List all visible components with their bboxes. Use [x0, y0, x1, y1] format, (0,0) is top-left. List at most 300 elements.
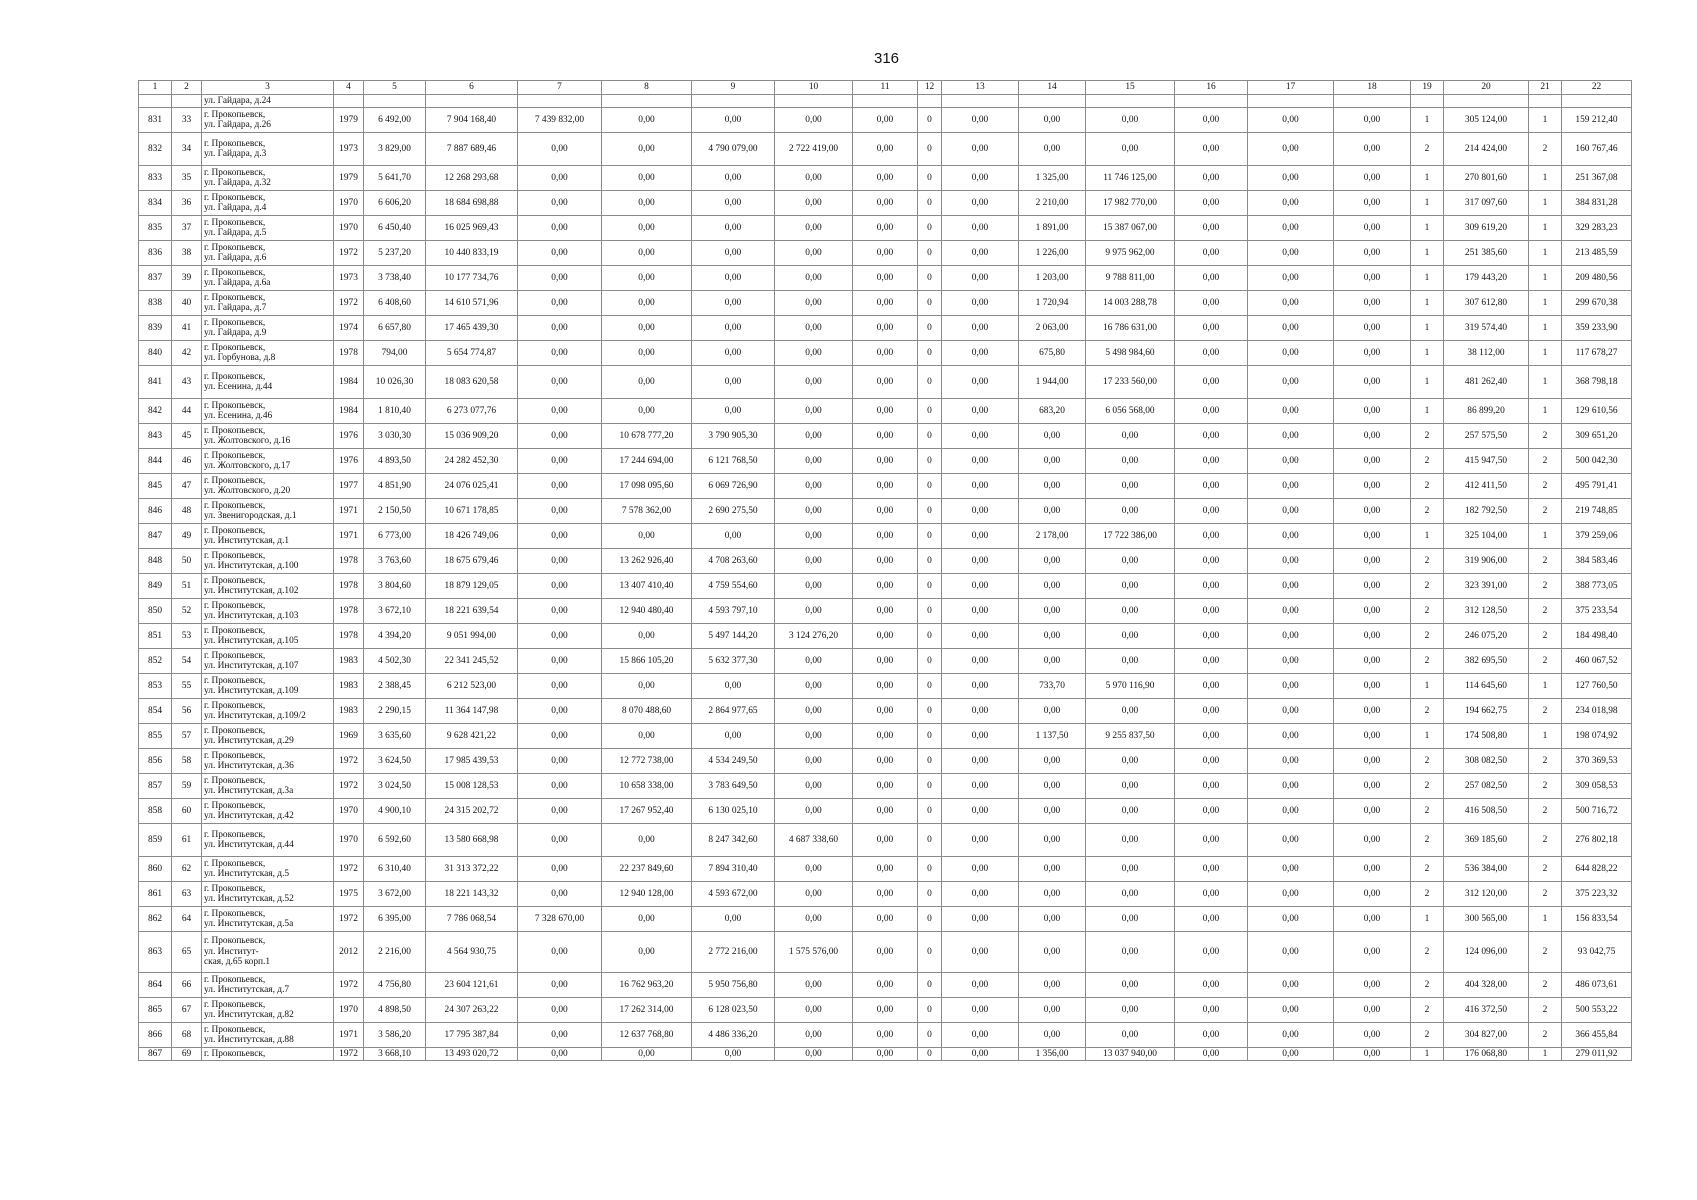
- table-cell: 257 082,50: [1444, 774, 1529, 799]
- table-cell: 1983: [334, 699, 364, 724]
- table-cell: 3 829,00: [364, 133, 426, 166]
- table-cell: 6 212 523,00: [426, 674, 518, 699]
- table-cell: 1972: [334, 291, 364, 316]
- table-cell: 831: [139, 108, 172, 133]
- table-cell: 0,00: [602, 366, 692, 399]
- table-cell: 2: [1411, 857, 1444, 882]
- table-cell: 858: [139, 799, 172, 824]
- table-cell: 0,00: [853, 932, 918, 973]
- table-cell: 22 341 245,52: [426, 649, 518, 674]
- table-cell: 12 772 738,00: [602, 749, 692, 774]
- table-cell: 14 610 571,96: [426, 291, 518, 316]
- table-cell: 0,00: [775, 474, 853, 499]
- table-cell: 1: [1529, 291, 1562, 316]
- table-row: [139, 399, 1632, 424]
- table-cell: 3 672,00: [364, 882, 426, 907]
- table-cell: 2: [1411, 882, 1444, 907]
- table-cell: 416 508,50: [1444, 799, 1529, 824]
- table-cell: 857: [139, 774, 172, 799]
- table-cell: 304 827,00: [1444, 1023, 1529, 1048]
- table-cell: 0,00: [942, 674, 1019, 699]
- table-cell: 2: [1411, 998, 1444, 1023]
- table-cell: 855: [139, 724, 172, 749]
- table-cell: 0: [918, 108, 942, 133]
- table-cell: 1 203,00: [1019, 266, 1086, 291]
- table-cell: 2: [1411, 799, 1444, 824]
- table-cell: 1984: [334, 399, 364, 424]
- data-table: [138, 80, 1632, 1061]
- table-cell: 0: [918, 699, 942, 724]
- table-cell: 24 315 202,72: [426, 799, 518, 824]
- table-cell: 36: [172, 191, 202, 216]
- table-cell: 3 668,10: [364, 1048, 426, 1061]
- table-cell: 0,00: [1175, 341, 1248, 366]
- table-cell: г. Прокопьевск, ул. Институтская, д.88: [202, 1023, 334, 1048]
- table-cell: 0: [918, 882, 942, 907]
- table-cell: 0,00: [1334, 998, 1411, 1023]
- table-cell: 2: [1529, 699, 1562, 724]
- table-cell: 0,00: [1248, 724, 1334, 749]
- table-cell: 0,00: [853, 266, 918, 291]
- table-cell: 0,00: [1248, 524, 1334, 549]
- table-cell: 0,00: [1334, 399, 1411, 424]
- table-cell: 2: [1411, 133, 1444, 166]
- table-cell: 7 328 670,00: [518, 907, 602, 932]
- table-cell: г. Прокопьевск, ул. Институтская, д.36: [202, 749, 334, 774]
- table-cell: 114 645,60: [1444, 674, 1529, 699]
- table-cell: 0,00: [518, 291, 602, 316]
- table-cell: 0,00: [1248, 549, 1334, 574]
- table-cell: 3 635,60: [364, 724, 426, 749]
- table-cell: 1972: [334, 749, 364, 774]
- table-cell: 0,00: [775, 699, 853, 724]
- table-cell: 0,00: [942, 824, 1019, 857]
- table-cell: 1: [1411, 674, 1444, 699]
- table-cell: 0: [918, 1023, 942, 1048]
- table-cell: г. Прокопьевск, ул. Есенина, д.44: [202, 366, 334, 399]
- table-row: [139, 499, 1632, 524]
- table-cell: 2: [1411, 574, 1444, 599]
- table-cell: 15 866 105,20: [602, 649, 692, 674]
- table-cell: 17 098 095,60: [602, 474, 692, 499]
- table-cell: 832: [139, 133, 172, 166]
- table-cell: 0,00: [1248, 749, 1334, 774]
- table-cell: 4 756,80: [364, 973, 426, 998]
- table-cell: 1977: [334, 474, 364, 499]
- table-cell: 18 221 143,32: [426, 882, 518, 907]
- table-cell: 0,00: [853, 524, 918, 549]
- table-cell: 38: [172, 241, 202, 266]
- table-cell: 17 267 952,40: [602, 799, 692, 824]
- table-cell: 1970: [334, 191, 364, 216]
- table-cell: 1 356,00: [1019, 1048, 1086, 1061]
- table-cell: 6 408,60: [364, 291, 426, 316]
- table-row: [139, 191, 1632, 216]
- column-header: 12: [918, 81, 942, 95]
- table-cell: 0,00: [942, 649, 1019, 674]
- table-cell: 0,00: [692, 341, 775, 366]
- table-cell: 1 891,00: [1019, 216, 1086, 241]
- table-cell: 3 783 649,50: [692, 774, 775, 799]
- table-cell: 2 216,00: [364, 932, 426, 973]
- table-cell: 0,00: [1248, 166, 1334, 191]
- table-row: [139, 749, 1632, 774]
- table-cell: 0,00: [1334, 424, 1411, 449]
- table-cell: 57: [172, 724, 202, 749]
- table-cell: 299 670,38: [1562, 291, 1632, 316]
- table-cell: 0,00: [942, 574, 1019, 599]
- table-cell: 854: [139, 699, 172, 724]
- table-cell: 0,00: [1019, 449, 1086, 474]
- table-cell: 1: [1411, 241, 1444, 266]
- column-header: 13: [942, 81, 1019, 95]
- table-cell: 312 128,50: [1444, 599, 1529, 624]
- table-cell: 50: [172, 549, 202, 574]
- table-cell: 63: [172, 882, 202, 907]
- table-cell: 1: [1411, 524, 1444, 549]
- table-cell: 0,00: [1019, 998, 1086, 1023]
- table-cell: 415 947,50: [1444, 449, 1529, 474]
- table-cell: 61: [172, 824, 202, 857]
- table-cell: 0,00: [1086, 973, 1175, 998]
- table-cell: 0,00: [518, 474, 602, 499]
- table-cell: 0,00: [853, 774, 918, 799]
- table-cell: 859: [139, 824, 172, 857]
- table-cell: 3 624,50: [364, 749, 426, 774]
- table-cell: 2 290,15: [364, 699, 426, 724]
- table-cell: 3 024,50: [364, 774, 426, 799]
- table-cell: 6 773,00: [364, 524, 426, 549]
- table-cell: 0,00: [1334, 699, 1411, 724]
- table-cell: г. Прокопьевск, ул. Институт- ская, д.65 корп.1: [202, 932, 334, 973]
- table-cell: 4 790 079,00: [692, 133, 775, 166]
- table-row: [139, 524, 1632, 549]
- table-cell: 7 786 068,54: [426, 907, 518, 932]
- table-cell: 2: [1411, 1023, 1444, 1048]
- table-cell: 1: [1411, 266, 1444, 291]
- table-cell: 4 708 263,60: [692, 549, 775, 574]
- table-cell: 31 313 372,22: [426, 857, 518, 882]
- table-cell: 0,00: [853, 399, 918, 424]
- table-cell: 2 690 275,50: [692, 499, 775, 524]
- table-cell: 184 498,40: [1562, 624, 1632, 649]
- table-cell: 0,00: [1086, 998, 1175, 1023]
- table-cell: 0,00: [602, 341, 692, 366]
- table-cell: 0,00: [1086, 774, 1175, 799]
- table-cell: г. Прокопьевск, ул. Институтская, д.3а: [202, 774, 334, 799]
- table-cell: 159 212,40: [1562, 108, 1632, 133]
- table-row: [139, 291, 1632, 316]
- table-cell: 864: [139, 973, 172, 998]
- table-cell: 0,00: [1248, 399, 1334, 424]
- table-cell: 11 746 125,00: [1086, 166, 1175, 191]
- table-cell: 16 762 963,20: [602, 973, 692, 998]
- table-cell: 2: [1529, 857, 1562, 882]
- table-cell: 862: [139, 907, 172, 932]
- table-row: [139, 824, 1632, 857]
- table-cell: 0,00: [942, 799, 1019, 824]
- table-cell: 49: [172, 524, 202, 549]
- table-cell: 0,00: [518, 724, 602, 749]
- table-cell: 0: [918, 524, 942, 549]
- table-cell: [775, 95, 853, 108]
- table-cell: 2 864 977,65: [692, 699, 775, 724]
- table-cell: 388 773,05: [1562, 574, 1632, 599]
- table-cell: 0: [918, 133, 942, 166]
- table-cell: 5 970 116,90: [1086, 674, 1175, 699]
- column-header: 7: [518, 81, 602, 95]
- table-cell: 0,00: [1334, 524, 1411, 549]
- table-cell: 12 940 128,00: [602, 882, 692, 907]
- table-cell: 37: [172, 216, 202, 241]
- table-cell: 2 063,00: [1019, 316, 1086, 341]
- table-cell: 0,00: [942, 973, 1019, 998]
- table-cell: 0,00: [942, 774, 1019, 799]
- column-header: 4: [334, 81, 364, 95]
- table-cell: 0,00: [1175, 133, 1248, 166]
- table-cell: 3 763,60: [364, 549, 426, 574]
- table-cell: 856: [139, 749, 172, 774]
- table-cell: 0,00: [1334, 973, 1411, 998]
- column-header: 22: [1562, 81, 1632, 95]
- table-cell: 0,00: [942, 216, 1019, 241]
- table-cell: 0,00: [602, 624, 692, 649]
- table-cell: 2: [1529, 749, 1562, 774]
- table-cell: 867: [139, 1048, 172, 1061]
- table-cell: 384 583,46: [1562, 549, 1632, 574]
- table-cell: 0: [918, 749, 942, 774]
- table-cell: 234 018,98: [1562, 699, 1632, 724]
- table-cell: 4 593 797,10: [692, 599, 775, 624]
- table-cell: 0,00: [853, 108, 918, 133]
- table-cell: 0,00: [1334, 599, 1411, 624]
- table-cell: 0,00: [775, 291, 853, 316]
- table-cell: 41: [172, 316, 202, 341]
- table-cell: 0,00: [942, 524, 1019, 549]
- table-cell: [692, 95, 775, 108]
- table-cell: 0,00: [692, 266, 775, 291]
- table-cell: 0,00: [1086, 133, 1175, 166]
- table-cell: 0,00: [1175, 624, 1248, 649]
- table-cell: 0: [918, 907, 942, 932]
- table-cell: 1978: [334, 341, 364, 366]
- table-cell: 0: [918, 857, 942, 882]
- table-row: [139, 366, 1632, 399]
- table-cell: 0,00: [853, 599, 918, 624]
- table-cell: 2: [1529, 499, 1562, 524]
- table-cell: 2: [1411, 749, 1444, 774]
- table-cell: 0,00: [853, 191, 918, 216]
- table-cell: 1972: [334, 1048, 364, 1061]
- table-cell: 1: [1529, 316, 1562, 341]
- table-cell: 182 792,50: [1444, 499, 1529, 524]
- table-cell: 68: [172, 1023, 202, 1048]
- table-cell: 841: [139, 366, 172, 399]
- table-cell: 4 534 249,50: [692, 749, 775, 774]
- table-cell: 359 233,90: [1562, 316, 1632, 341]
- table-cell: 4 564 930,75: [426, 932, 518, 973]
- table-cell: 0,00: [1175, 216, 1248, 241]
- table-cell: 0,00: [692, 191, 775, 216]
- table-cell: 0,00: [942, 266, 1019, 291]
- table-cell: 0,00: [518, 774, 602, 799]
- table-row: [139, 907, 1632, 932]
- table-cell: 4 593 672,00: [692, 882, 775, 907]
- table-cell: 17 982 770,00: [1086, 191, 1175, 216]
- table-cell: 1: [1529, 241, 1562, 266]
- table-cell: 0,00: [853, 241, 918, 266]
- table-cell: 0,00: [1175, 699, 1248, 724]
- table-cell: 18 684 698,88: [426, 191, 518, 216]
- table-cell: 0,00: [1248, 449, 1334, 474]
- table-cell: 45: [172, 424, 202, 449]
- table-cell: 55: [172, 674, 202, 699]
- table-cell: 198 074,92: [1562, 724, 1632, 749]
- table-cell: 0,00: [942, 699, 1019, 724]
- table-cell: 0,00: [1334, 724, 1411, 749]
- table-cell: 0,00: [518, 1048, 602, 1061]
- table-cell: 2: [1411, 649, 1444, 674]
- table-cell: 0,00: [1334, 857, 1411, 882]
- table-cell: 0,00: [692, 724, 775, 749]
- table-cell: 7 439 832,00: [518, 108, 602, 133]
- table-cell: 1 575 576,00: [775, 932, 853, 973]
- table-cell: 0,00: [775, 191, 853, 216]
- table-cell: 0,00: [1334, 316, 1411, 341]
- table-cell: 0,00: [1019, 882, 1086, 907]
- table-cell: 6 492,00: [364, 108, 426, 133]
- table-cell: 1: [1529, 674, 1562, 699]
- table-cell: 0,00: [692, 316, 775, 341]
- table-cell: 1978: [334, 624, 364, 649]
- column-header: 15: [1086, 81, 1175, 95]
- table-cell: 0,00: [1175, 824, 1248, 857]
- table-row: [139, 549, 1632, 574]
- table-cell: 0,00: [1248, 699, 1334, 724]
- table-cell: 4 502,30: [364, 649, 426, 674]
- table-row: [139, 857, 1632, 882]
- table-cell: 0,00: [775, 166, 853, 191]
- table-cell: 309 651,20: [1562, 424, 1632, 449]
- table-cell: 1: [1411, 216, 1444, 241]
- table-cell: 0,00: [775, 649, 853, 674]
- table-cell: 1: [1529, 907, 1562, 932]
- table-cell: 0,00: [853, 624, 918, 649]
- column-header: 17: [1248, 81, 1334, 95]
- table-cell: 0,00: [1334, 291, 1411, 316]
- table-cell: 536 384,00: [1444, 857, 1529, 882]
- column-header: 18: [1334, 81, 1411, 95]
- table-cell: 0,00: [775, 799, 853, 824]
- table-cell: 0,00: [775, 316, 853, 341]
- table-cell: 3 738,40: [364, 266, 426, 291]
- table-cell: 0,00: [942, 499, 1019, 524]
- table-cell: 15 036 909,20: [426, 424, 518, 449]
- table-row: [139, 449, 1632, 474]
- table-cell: 93 042,75: [1562, 932, 1632, 973]
- table-cell: 0,00: [1248, 241, 1334, 266]
- table-cell: 2: [1411, 599, 1444, 624]
- table-cell: 1983: [334, 674, 364, 699]
- table-cell: 276 802,18: [1562, 824, 1632, 857]
- table-cell: 683,20: [1019, 399, 1086, 424]
- table-cell: 214 424,00: [1444, 133, 1529, 166]
- table-cell: 4 687 338,60: [775, 824, 853, 857]
- table-cell: 1: [1411, 1048, 1444, 1061]
- table-cell: 0,00: [518, 366, 602, 399]
- table-cell: 0,00: [853, 166, 918, 191]
- table-cell: 0,00: [1019, 474, 1086, 499]
- table-cell: 1971: [334, 524, 364, 549]
- table-cell: 0,00: [1334, 774, 1411, 799]
- table-cell: 0,00: [518, 624, 602, 649]
- table-cell: 24 282 452,30: [426, 449, 518, 474]
- table-row: [139, 241, 1632, 266]
- table-cell: 17 722 386,00: [1086, 524, 1175, 549]
- table-cell: 6 069 726,90: [692, 474, 775, 499]
- table-cell: 0,00: [518, 574, 602, 599]
- table-cell: 1: [1411, 166, 1444, 191]
- table-cell: 4 900,10: [364, 799, 426, 824]
- table-cell: г. Прокопьевск, ул. Институтская, д.102: [202, 574, 334, 599]
- table-cell: 15 387 067,00: [1086, 216, 1175, 241]
- table-cell: 209 480,56: [1562, 266, 1632, 291]
- table-cell: 1 137,50: [1019, 724, 1086, 749]
- table-cell: 213 485,59: [1562, 241, 1632, 266]
- table-cell: 56: [172, 699, 202, 724]
- table-cell: 0,00: [853, 998, 918, 1023]
- table-cell: 0,00: [1248, 857, 1334, 882]
- table-row: [139, 674, 1632, 699]
- table-cell: 0,00: [853, 574, 918, 599]
- table-cell: 39: [172, 266, 202, 291]
- table-cell: 0,00: [1334, 449, 1411, 474]
- table-cell: г. Прокопьевск, ул. Гайдара, д.4: [202, 191, 334, 216]
- table-cell: 0,00: [1086, 932, 1175, 973]
- table-cell: 0,00: [1334, 216, 1411, 241]
- table-cell: 0,00: [775, 449, 853, 474]
- table-cell: 0,00: [942, 907, 1019, 932]
- table-cell: г. Прокопьевск, ул. Гайдара, д.6а: [202, 266, 334, 291]
- table-cell: 13 580 668,98: [426, 824, 518, 857]
- table-cell: 5 632 377,30: [692, 649, 775, 674]
- table-cell: 0,00: [518, 266, 602, 291]
- table-cell: 4 394,20: [364, 624, 426, 649]
- table-cell: 0,00: [1019, 973, 1086, 998]
- table-cell: 317 097,60: [1444, 191, 1529, 216]
- table-cell: 12 637 768,80: [602, 1023, 692, 1048]
- table-cell: 1972: [334, 774, 364, 799]
- table-cell: 0,00: [1248, 998, 1334, 1023]
- table-cell: 3 030,30: [364, 424, 426, 449]
- table-cell: 835: [139, 216, 172, 241]
- table-cell: 0,00: [1086, 108, 1175, 133]
- table-cell: г. Прокопьевск, ул. Гайдара, д.6: [202, 241, 334, 266]
- table-cell: г. Прокопьевск, ул. Гайдара, д.3: [202, 133, 334, 166]
- table-cell: 0: [918, 399, 942, 424]
- column-header: 20: [1444, 81, 1529, 95]
- table-cell: 379 259,06: [1562, 524, 1632, 549]
- table-cell: 7 578 362,00: [602, 499, 692, 524]
- table-cell: 3 804,60: [364, 574, 426, 599]
- table-cell: 0,00: [1334, 674, 1411, 699]
- table-cell: г. Прокопьевск, ул. Гайдара, д.26: [202, 108, 334, 133]
- table-cell: 0,00: [853, 366, 918, 399]
- table-cell: 2: [1411, 824, 1444, 857]
- table-cell: 0,00: [518, 699, 602, 724]
- table-cell: 2: [1529, 932, 1562, 973]
- table-cell: 0,00: [1086, 649, 1175, 674]
